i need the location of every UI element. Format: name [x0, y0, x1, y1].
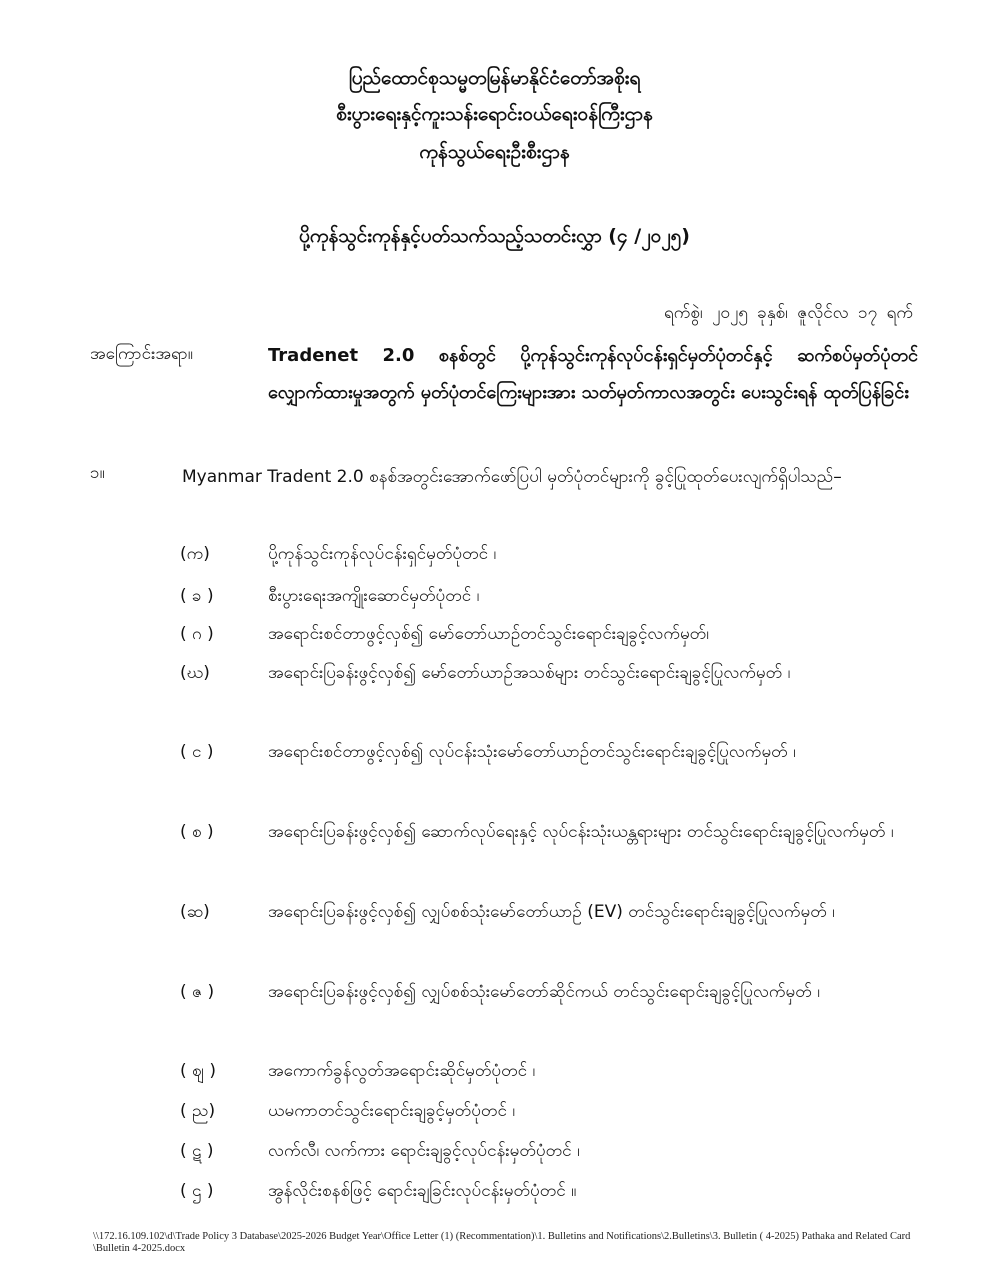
header-department: ကုန်သွယ်ရေးဦးစီးဌာန	[419, 141, 570, 163]
list-item-text: အရောင်းပြခန်းဖွင့်လှစ်၍ လျှပ်စစ်သုံးမော်တော်ယာဉ် (EV) တင်သွင်းရောင်းချခွင့်ပြုလက်မှတ် ၊	[268, 902, 835, 922]
list-item-text: အရောင်းစင်တာဖွင့်လှစ်၍ မော်တော်ယာဉ်တင်သွင်းရောင်းချခွင့်လက်မှတ်၊	[268, 624, 709, 644]
list-item-marker: ( ဋ )	[180, 1141, 214, 1161]
list-item-marker: (က)	[180, 544, 210, 564]
list-item-text: အကောက်ခွန်လွတ်အရောင်းဆိုင်မှတ်ပုံတင် ၊	[268, 1061, 536, 1081]
list-item-marker: (ဃ)	[180, 663, 210, 683]
header-ministry: စီးပွားရေးနှင့်ကူးသန်းရောင်းဝယ်ရေးဝန်ကြီးဌာန	[336, 103, 653, 125]
list-item-marker: ( စ )	[180, 822, 214, 842]
paragraph-text: Myanmar Tradent 2.0 စနစ်အတွင်းအောက်ဖော်ပြပါ မှတ်ပုံတင်များကို ခွင့်ပြုထုတ်ပေးလျက်ရှိပါသည်–	[182, 467, 842, 487]
bulletin-title: ပို့ကုန်သွင်းကုန်နှင့်ပတ်သက်သည့်သတင်းလွှာ (၄ /၂၀၂၅)	[299, 225, 690, 247]
list-item-marker: ( ဇ )	[180, 982, 215, 1002]
list-item-marker: ( င )	[180, 742, 214, 762]
paragraph-number: ၁။	[90, 463, 105, 483]
list-item-text: အွန်လိုင်းစနစ်ဖြင့် ရောင်းချခြင်းလုပ်ငန်းမှတ်ပုံတင် ။	[268, 1181, 577, 1201]
subject-label: အကြောင်းအရာ။	[90, 344, 193, 364]
list-item-text: ပို့ကုန်သွင်းကုန်လုပ်ငန်းရှင်မှတ်ပုံတင် ၊	[268, 544, 497, 564]
subject-text: Tradenet 2.0 စနစ်တွင် ပို့ကုန်သွင်းကုန်လုပ်ငန်းရှင်မှတ်ပုံတင်နှင့် ဆက်စပ်မှတ်ပုံတင်လျှောက်ထားမှုအတွက် မှတ်ပုံတင်ကြေးများအား သတ်မှတ်ကာလအတွင်း ပေးသွင်းရန် ထုတ်ပြန်ခြင်း	[268, 345, 918, 403]
list-item-marker: (ဆ)	[180, 902, 210, 922]
list-item-text: အရောင်းစင်တာဖွင့်လှစ်၍ လုပ်ငန်းသုံးမော်တော်ယာဉ်တင်သွင်းရောင်းချခွင့်ပြုလက်မှတ် ၊	[268, 742, 796, 762]
date-line: ရက်စွဲ၊ ၂၀၂၅ ခုနှစ်၊ ဇူလိုင်လ ၁၇ ရက်	[663, 303, 913, 323]
list-item-text: အရောင်းပြခန်းဖွင့်လှစ်၍ မော်တော်ယာဉ်အသစ်များ တင်သွင်းရောင်းချခွင့်ပြုလက်မှတ် ၊	[268, 663, 791, 683]
file-path-footer: \\172.16.109.102\d\Trade Policy 3 Database\2025-2026 Budget Year\Office Letter (1) (Recommentation)\1. Bulletins and Notifications\2.Bulletins\3. Bulletin ( 4-2025) Pathaka and Related Card\Bulletin 4-2025.docx	[93, 1231, 911, 1254]
header-government: ပြည်ထောင်စုသမ္မတမြန်မာနိုင်ငံတော်အစိုးရ	[348, 67, 641, 89]
list-item-marker: ( ည)	[180, 1101, 216, 1121]
list-item-marker: ( ဈ )	[180, 1061, 217, 1081]
list-item-text: အရောင်းပြခန်းဖွင့်လှစ်၍ ဆောက်လုပ်ရေးနှင့် လုပ်ငန်းသုံးယန္တရားများ တင်သွင်းရောင်းချခွင့်ပြုလက်မှတ် ၊	[268, 822, 894, 842]
list-item-text: လက်လီ၊ လက်ကား ရောင်းချခွင့်လုပ်ငန်းမှတ်ပုံတင် ၊	[268, 1141, 580, 1161]
list-item-marker: ( ခ )	[180, 586, 214, 606]
list-item-text: ယမကာတင်သွင်းရောင်းချခွင့်မှတ်ပုံတင် ၊	[268, 1101, 516, 1121]
list-item-marker: ( ဂ )	[180, 624, 214, 644]
list-item-text: အရောင်းပြခန်းဖွင့်လှစ်၍ လျှပ်စစ်သုံးမော်တော်ဆိုင်ကယ် တင်သွင်းရောင်းချခွင့်ပြုလက်မှတ် ၊	[268, 982, 820, 1002]
list-item-marker: ( ဌ )	[180, 1181, 214, 1201]
list-item-text: စီးပွားရေးအကျိုးဆောင်မှတ်ပုံတင် ၊	[268, 586, 480, 606]
